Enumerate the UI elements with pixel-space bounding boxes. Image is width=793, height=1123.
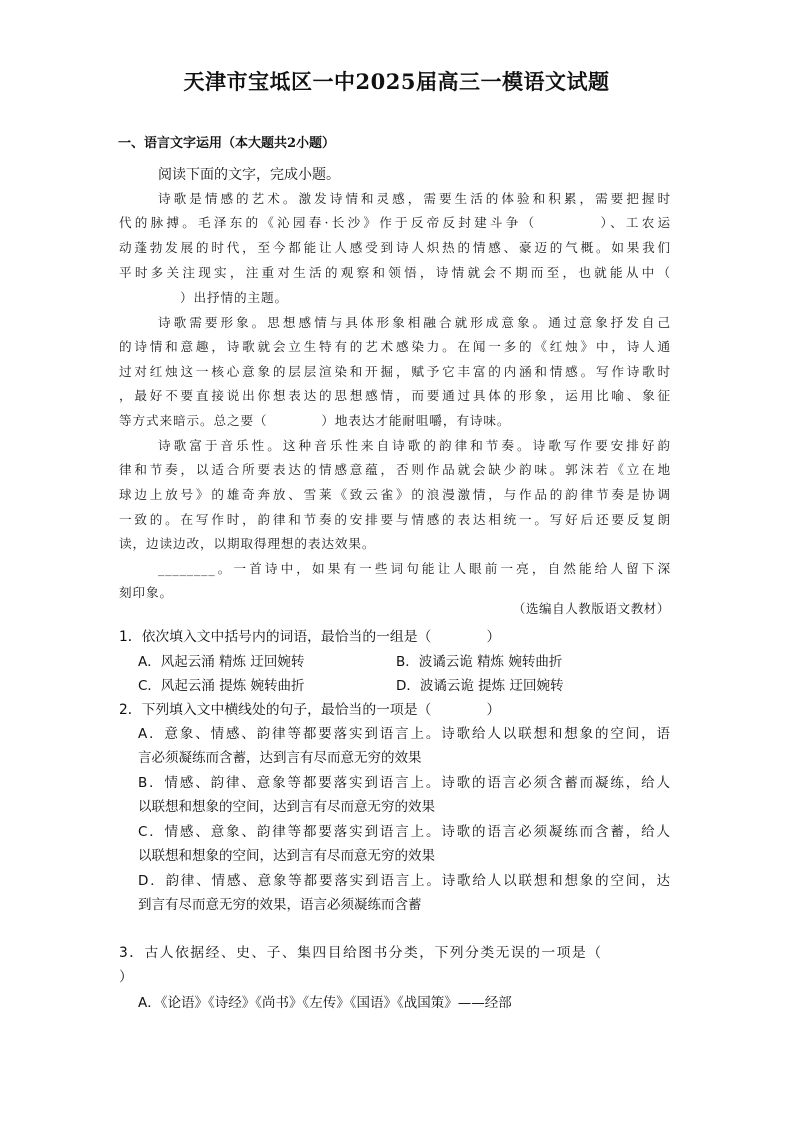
question-1-option-b: B．波谲云诡 精炼 婉转曲折	[396, 654, 563, 670]
passage-line: 一致的。在写作时，韵律和节奏的安排要与情感的表达相统一。写好后还要反复朗	[119, 512, 671, 527]
question-1-option-d: D．波谲云诡 提炼 迂回婉转	[396, 678, 564, 694]
question-1-option-c: C．风起云涌 提炼 婉转曲折	[138, 678, 305, 694]
passage-line: 诗歌是情感的艺术。激发诗情和灵感，需要生活的体验和积累，需要把握时	[158, 191, 671, 206]
question-2-option-a-cont: 言必须凝练而含蓄，达到言有尽而意无穷的效果	[138, 750, 422, 766]
question-3-stem: 3．古人依据经、史、子、集四目给图书分类，下列分类无误的一项是（	[119, 945, 601, 961]
question-1-stem: 1．依次填入文中括号内的词语，最恰当的一组是（ ）	[119, 629, 501, 645]
passage-line: 的诗情和意趣，诗歌就会立生特有的艺术感染力。在闻一多的《红烛》中，诗人通	[119, 339, 671, 354]
passage-line: 球边上放号》的雄奇奔放、雪莱《致云雀》的浪漫激情，与作品的韵律节奏是协调	[119, 487, 671, 502]
passage-line: 平时多关注现实，注重对生活的观察和领悟，诗情就会不期而至，也就能从中（	[119, 265, 671, 280]
passage-line: ________。一首诗中，如果有一些词句能让人眼前一亮，自然能给人留下深	[158, 561, 671, 576]
passage-line: 诗歌需要形象。思想感情与具体形象相融合就形成意象。通过意象抒发自己	[158, 315, 671, 330]
passage-line: 刻印象。	[119, 585, 173, 600]
passage-source: （选编自人教版语文教材）	[512, 601, 670, 616]
question-2-option-b: B．情感、韵律、意象等都要落实到语言上。诗歌的语言必须含蓄而凝练，给人	[138, 775, 670, 791]
passage-line: 过对红烛这一核心意象的层层渲染和开掘，赋予它丰富的内涵和情感。写作诗歌时	[119, 364, 671, 379]
reading-instruction: 阅读下面的文字，完成小题。	[158, 167, 340, 183]
passage-line: 诗歌富于音乐性。这种音乐性来自诗歌的韵律和节奏。诗歌写作要安排好韵	[158, 438, 671, 453]
question-2-stem: 2．下列填入文中横线处的句子，最恰当的一项是（ ）	[119, 702, 501, 718]
question-2-option-b-cont: 以联想和想象的空间，达到言有尽而意无穷的效果	[138, 799, 435, 815]
passage-line: 代的脉搏。毛泽东的《沁园春·长沙》作于反帝反封建斗争（ ）、工农运	[119, 215, 671, 230]
question-2-option-c-cont: 以联想和想象的空间，达到言有尽而意无穷的效果	[138, 848, 435, 864]
question-3-stem-cont: ）	[119, 969, 133, 985]
page-title: 天津市宝坻区一中2025届高三一模语文试题	[183, 69, 610, 94]
question-3-option-a: A．《论语》《诗经》《尚书》《左传》《国语》《战国策》——经部	[138, 995, 512, 1011]
question-2-option-d-cont: 到言有尽而意无穷的效果，语言必须凝练而含蓄	[138, 897, 422, 913]
question-2-option-d: D．韵律、情感、意象等都要落实到语言上。诗歌给人以联想和想象的空间，达	[138, 873, 670, 889]
passage-line: ，最好不要直接说出你想表达的思想感情，而要通过具体的形象，运用比喻、象征	[119, 388, 671, 403]
passage-line: ）出抒情的主题。	[180, 290, 288, 305]
question-1-option-a: A．风起云涌 精炼 迂回婉转	[138, 654, 305, 670]
section-heading: 一、语言文字运用（本大题共2小题）	[118, 136, 336, 151]
passage-line: 读，边读边改，以期取得理想的表达效果。	[119, 536, 376, 551]
question-2-option-c: C．情感、意象、韵律等都要落实到语言上。诗歌的语言必须凝练而含蓄，给人	[138, 824, 670, 840]
passage-line: 等方式来暗示。总之要（ ）地表达才能耐咀嚼，有诗味。	[119, 413, 511, 428]
passage-line: 律和节奏，以适合所要表达的情感意蕴，否则作品就会缺少韵味。郭沫若《立在地	[119, 462, 671, 477]
question-2-option-a: A．意象、情感、韵律等都要落实到语言上。诗歌给人以联想和想象的空间，语	[138, 726, 670, 742]
passage-line: 动蓬勃发展的时代，至今都能让人感受到诗人炽热的情感、豪迈的气概。如果我们	[119, 240, 671, 255]
